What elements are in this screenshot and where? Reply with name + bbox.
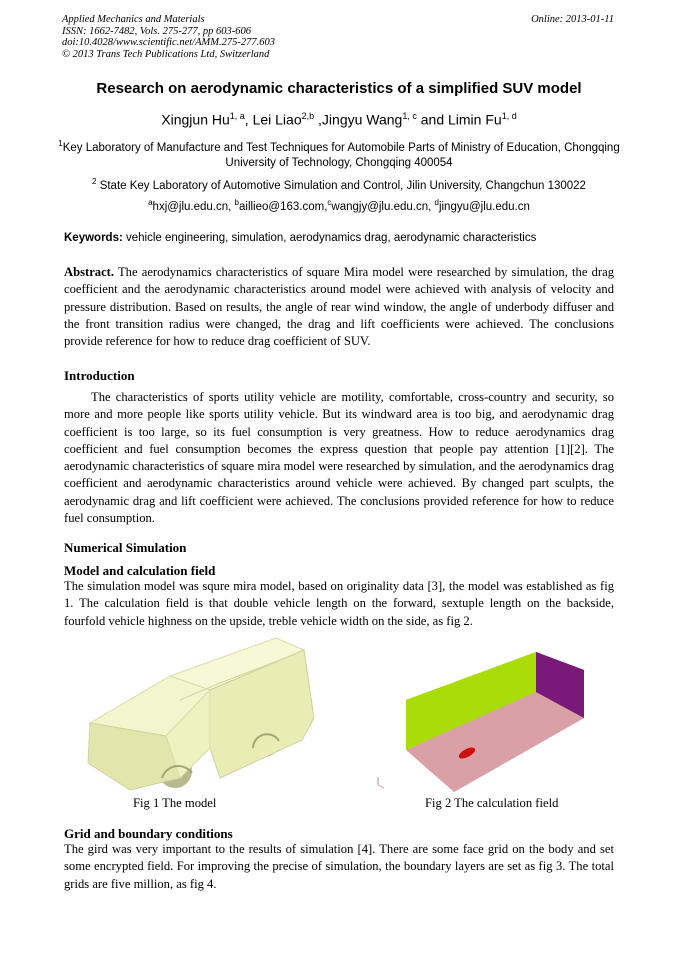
affiliation-text: Key Laboratory of Manufacture and Test Techniques for Automobile Parts of Ministry of Education, Chongqing University of Technology, Chongqing 400054	[62, 141, 620, 169]
email: jingyu@jlu.edu.cn	[438, 200, 530, 213]
email: hxj@jlu.edu.cn,	[152, 200, 235, 213]
doi: doi:10.4028/www.scientific.net/AMM.275-277.603	[62, 37, 275, 48]
author-name: Lei Liao	[252, 111, 302, 128]
model-text: The simulation model was squre mira model, based on originality data [3], the model was established as fig 1. The calculation field is that double vehicle length on the forward, sextuple length on the backside, fourfold vehicle highness on the upside, treble vehicle width on the side, as fig 2.	[64, 579, 614, 628]
section-heading-introduction: Introduction	[64, 368, 135, 383]
author-name: Jingyu Wang	[321, 111, 403, 128]
author-list	[40, 111, 638, 128]
author-sep: ,	[314, 111, 322, 128]
copyright: © 2013 Trans Tech Publications Ltd, Switzerland	[62, 48, 270, 60]
section-heading-numerical-simulation: Numerical Simulation	[64, 540, 187, 555]
subsection-heading-model: Model and calculation field	[64, 563, 216, 578]
author-sup: 2,b	[301, 111, 315, 121]
email-sup: b	[234, 198, 239, 207]
email-list	[50, 195, 628, 215]
email-sup: a	[148, 198, 153, 207]
affiliation-text: State Key Laboratory of Automotive Simulation and Control, Jilin University, Changchun 130022	[96, 179, 586, 192]
affiliation-sup: 2	[92, 177, 97, 186]
paper-title: Research on aerodynamic characteristics of a simplified SUV model	[96, 80, 582, 97]
email-sup: c	[327, 198, 332, 207]
axis-marker	[378, 785, 384, 788]
author-name: Limin Fu	[448, 111, 502, 128]
abstract-text: The aerodynamics characteristics of square Mira model were researched by simulation, the drag coefficient and the aerodynamic characteristics around model were achieved with analysis of velocity and pressure distribution. Based on results, the angle of rear wind window, the angle of underbody diffuser and the front transition radius were changed, the drag and lift coefficients were achieved. The conclusions provide reference for how to reduce drag coefficient of SUV.	[64, 265, 614, 349]
journal-name: Applied Mechanics and Materials	[62, 14, 205, 25]
figure-1-caption: Fig 1 The model	[133, 796, 217, 810]
affiliation-sup: 1	[58, 139, 63, 148]
grid-text: The gird was very important to the results of simulation [4]. There are some face grid on the body and set some encrypted field. For improving the precise of simulation, the boundary layers are set as fig 3. The total grids are five million, as fig 4.	[64, 842, 614, 891]
subsection-heading-grid: Grid and boundary conditions	[64, 826, 233, 841]
author-sep: and	[416, 111, 448, 128]
issn: ISSN: 1662-7482, Vols. 275-277, pp 603-606	[62, 25, 251, 37]
online-date: Online: 2013-01-11	[531, 14, 614, 25]
email: aillieo@163.com,	[239, 200, 328, 213]
abstract-label: Abstract.	[64, 265, 115, 279]
author-sup: 1, d	[501, 111, 517, 121]
journal-header	[62, 14, 422, 60]
affiliation-1	[50, 136, 628, 171]
keywords-text: vehicle engineering, simulation, aerodynamics drag, aerodynamic characteristics	[122, 232, 537, 244]
email-sup: d	[434, 198, 439, 207]
author-sup: 1, a	[229, 111, 245, 121]
author-name: Xingjun Hu	[161, 111, 230, 128]
calculation-field-figure	[374, 652, 614, 797]
author-sup: 1, c	[402, 111, 417, 121]
author-sep: ,	[244, 111, 253, 128]
keywords	[64, 232, 624, 244]
figure-2-caption: Fig 2 The calculation field	[425, 796, 559, 810]
suv-model-figure	[70, 628, 340, 800]
abstract	[64, 264, 614, 350]
introduction-text: The characteristics of sports utility vehicle are motility, comfortable, cross-country and security, so more and more people like sports utility vehicle. But its windward area is too big, and aerodynamic drag coefficient is too large, so its fuel consumption is very greatness. How to reduce aerodynamics drag coefficient and fuel consumption becomes the express question that people pay attention [1][2]. The aerodynamic characteristics of square mira model were researched by simulation, and the aerodynamics drag coefficient and aerodynamic characteristics around vehicle were achieved. By changed part sculpts, the aerodynamic drag and lift coefficient were achieved. The conclusions provided reference for how to reduce fuel consumption.	[64, 390, 614, 526]
email: wangjy@jlu.edu.cn,	[331, 200, 435, 213]
affiliation-2	[50, 174, 628, 194]
keywords-label: Keywords:	[64, 232, 123, 244]
